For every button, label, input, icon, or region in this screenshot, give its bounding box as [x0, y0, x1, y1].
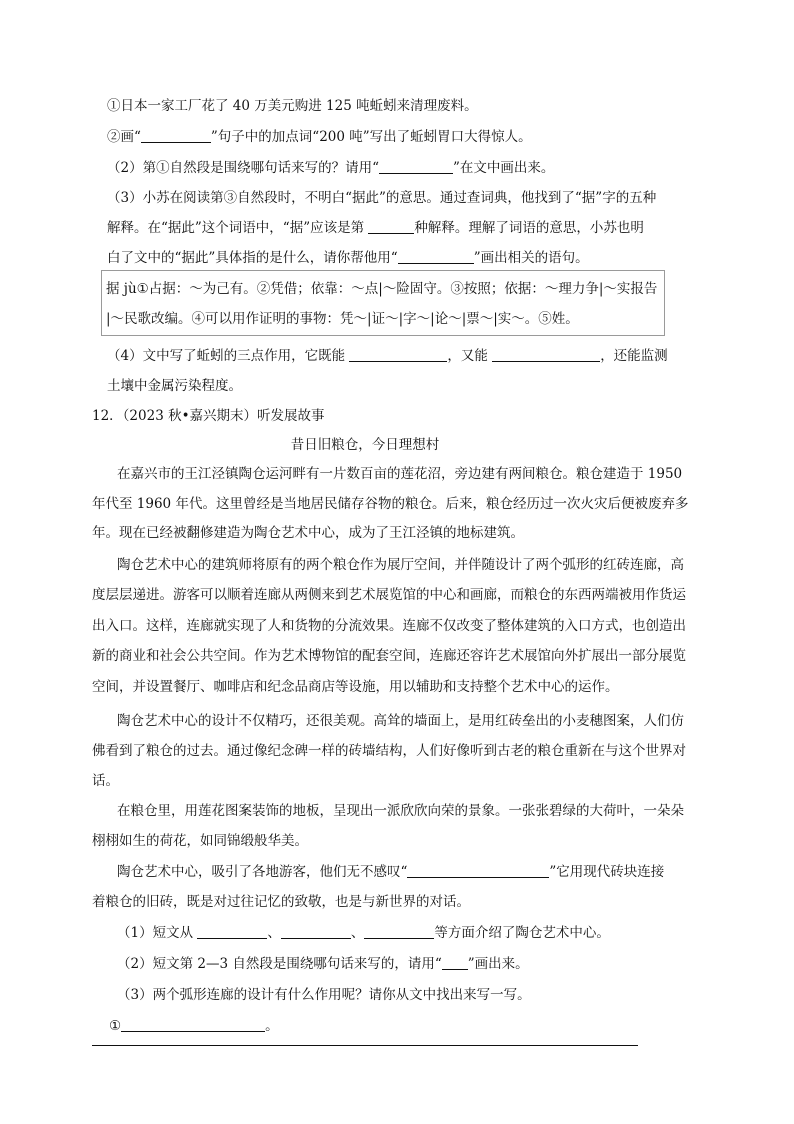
- paragraph-2-line: 度层层递进。游客可以顺着连廊从两侧来到艺术展览馆的中心和画廊，而粮仓的东西两端被用作货运: [92, 587, 686, 603]
- paragraph-2-line: 新的商业和社会公共空间。作为艺术博物馆的配套空间，连廊还容许艺术展馆向外扩展出一部分展览: [92, 648, 686, 664]
- question-3-line-2-start: 解释。在“据此”这个词语中，“据”应该是第: [107, 220, 369, 236]
- question-3-line-2: [107, 218, 644, 238]
- answer-blank[interactable]: [407, 863, 549, 878]
- answer-blank[interactable]: [281, 924, 351, 939]
- sub-question-1: [117, 923, 610, 943]
- paragraph-4-line: 在粮仓里，用莲花图案装饰的地板，呈现出一派欣欣向荣的景象。一张张碧绿的大荷叶，一朵朵: [117, 803, 684, 819]
- question-2: [107, 158, 554, 178]
- dictionary-line-1: 据 jù①占据：～为己有。②凭借；依靠：～点|～险固守。③按照；依据：～理力争|～实报告: [106, 281, 658, 297]
- sub-question-1-end: 等方面介绍了陶仓艺术中心。: [434, 925, 610, 941]
- paragraph-1-line: 年。现在已经被翻修建造为陶仓艺术中心，成为了王江泾镇的地标建筑。: [92, 525, 524, 541]
- item-2-end: ”句子中的加点词“200 吨”写出了蚯蚓胃口大得惊人。: [210, 129, 532, 145]
- paragraph-5-line: 着粮仓的旧砖，既是对过往记忆的致敬，也是与新世界的对话。: [92, 894, 470, 910]
- dictionary-line-2: |～民歌改编。④可以用作证明的事物：凭～|证～|字～|论～|票～|实～。⑤姓。: [106, 311, 579, 327]
- answer-blank[interactable]: [121, 1017, 265, 1032]
- answer-blank[interactable]: [349, 347, 447, 362]
- question-4-start: （4）文中写了蚯蚓的三点作用，它既能: [107, 348, 350, 364]
- question-4-line-1: [107, 346, 668, 366]
- sub-question-1-start: （1）短文从: [117, 925, 198, 941]
- paragraph-3-line: 佛看到了粮仓的过去。通过像纪念碑一样的砖墙结构，人们好像听到古老的粮仓重新在与这个世界对: [92, 743, 686, 759]
- paragraph-5-end: ”它用现代砖块连接: [549, 864, 665, 880]
- sub-question-3: （3）两个弧形连廊的设计有什么作用呢？请你从文中找出来写一写。: [117, 987, 531, 1003]
- answer-blank[interactable]: [368, 219, 414, 234]
- answer-blank[interactable]: [492, 347, 600, 362]
- sub-question-2-start: （2）短文第 2—3 自然段是围绕哪句话来写的，请用“: [117, 956, 442, 972]
- separator: 、: [267, 925, 281, 941]
- answer-blank[interactable]: [197, 924, 267, 939]
- answer-blank[interactable]: [364, 924, 434, 939]
- question-12-heading: 12．（2023 秋•嘉兴期末）听发展故事: [92, 408, 325, 424]
- question-4-end: ，还能监测: [600, 348, 668, 364]
- question-3-line-3: [107, 248, 589, 268]
- answer-blank[interactable]: [379, 159, 453, 174]
- paragraph-4-line: 栩栩如生的荷花，如同锦缎般华美。: [92, 833, 308, 849]
- bottom-rule: [92, 1045, 638, 1046]
- question-3-line-3-start: 白了文中的“据此”具体指的是什么，请你帮他用“: [107, 250, 398, 266]
- paragraph-2-line: 出入口。这样，连廊就实现了人和货物的分流效果。连廊不仅改变了整体建筑的入口方式，也创造出: [92, 618, 686, 634]
- paragraph-1-line: 在嘉兴市的王江泾镇陶仓运河畔有一片数百亩的莲花沼，旁边建有两间粮仓。粮仓建造于 1950: [117, 466, 683, 482]
- question-4-mid: ，又能: [447, 348, 493, 364]
- answer-blank[interactable]: [141, 128, 211, 143]
- item-1: ①日本一家工厂花了 40 万美元购进 125 吨蚯蚓来清理废料。: [107, 98, 478, 114]
- answer-blank[interactable]: [398, 249, 474, 264]
- paragraph-2-line: 空间，并设置餐厅、咖啡店和纪念品商店等设施，用以辅助和支持整个艺术中心的运作。: [92, 679, 619, 695]
- answer-blank[interactable]: [442, 955, 468, 970]
- paragraph-3-line: 陶仓艺术中心的设计不仅精巧，还很美观。高耸的墙面上，是用红砖垒出的小麦穗图案，人们仿: [117, 713, 684, 729]
- question-3-line-3-end: ”画出相关的语句。: [473, 250, 589, 266]
- question-2-end: ”在文中画出来。: [453, 160, 555, 176]
- item-2-start: ②画“: [107, 129, 141, 145]
- paragraph-3-line: 话。: [92, 773, 119, 789]
- question-4-line-2: 土壤中金属污染程度。: [107, 378, 242, 394]
- question-3-line-2-end: 种解释。理解了词语的意思，小苏也明: [414, 220, 644, 236]
- paragraph-2-line: 陶仓艺术中心的建筑师将原有的两个粮仓作为展厅空间，并伴随设计了两个弧形的红砖连廊，高: [117, 557, 684, 573]
- sub-question-2-end: ”画出来。: [467, 956, 529, 972]
- sub-question-2: [117, 954, 529, 974]
- separator: 、: [350, 925, 365, 941]
- paragraph-5-start: 陶仓艺术中心，吸引了各地游客，他们无不感叹“: [117, 864, 408, 880]
- paragraph-1-line: 年代至 1960 年代。这里曾经是当地居民储存谷物的粮仓。后来，粮仓经历过一次火灾后便被废弃多: [92, 496, 689, 512]
- passage-title: 昔日旧粮仓，今日理想村: [290, 437, 440, 453]
- question-3-line-1: （3）小苏在阅读第③自然段时，不明白“据此”的意思。通过查词典，他找到了“据”字的五种: [107, 190, 657, 206]
- answer-line-1-number: ①: [109, 1018, 122, 1034]
- question-2-start: （2）第①自然段是围绕哪句话来写的？请用“: [107, 160, 379, 176]
- answer-line-1-end: 。: [265, 1018, 279, 1034]
- item-2: [107, 127, 532, 147]
- answer-line-1: [109, 1016, 279, 1036]
- paragraph-5-line: [117, 862, 664, 882]
